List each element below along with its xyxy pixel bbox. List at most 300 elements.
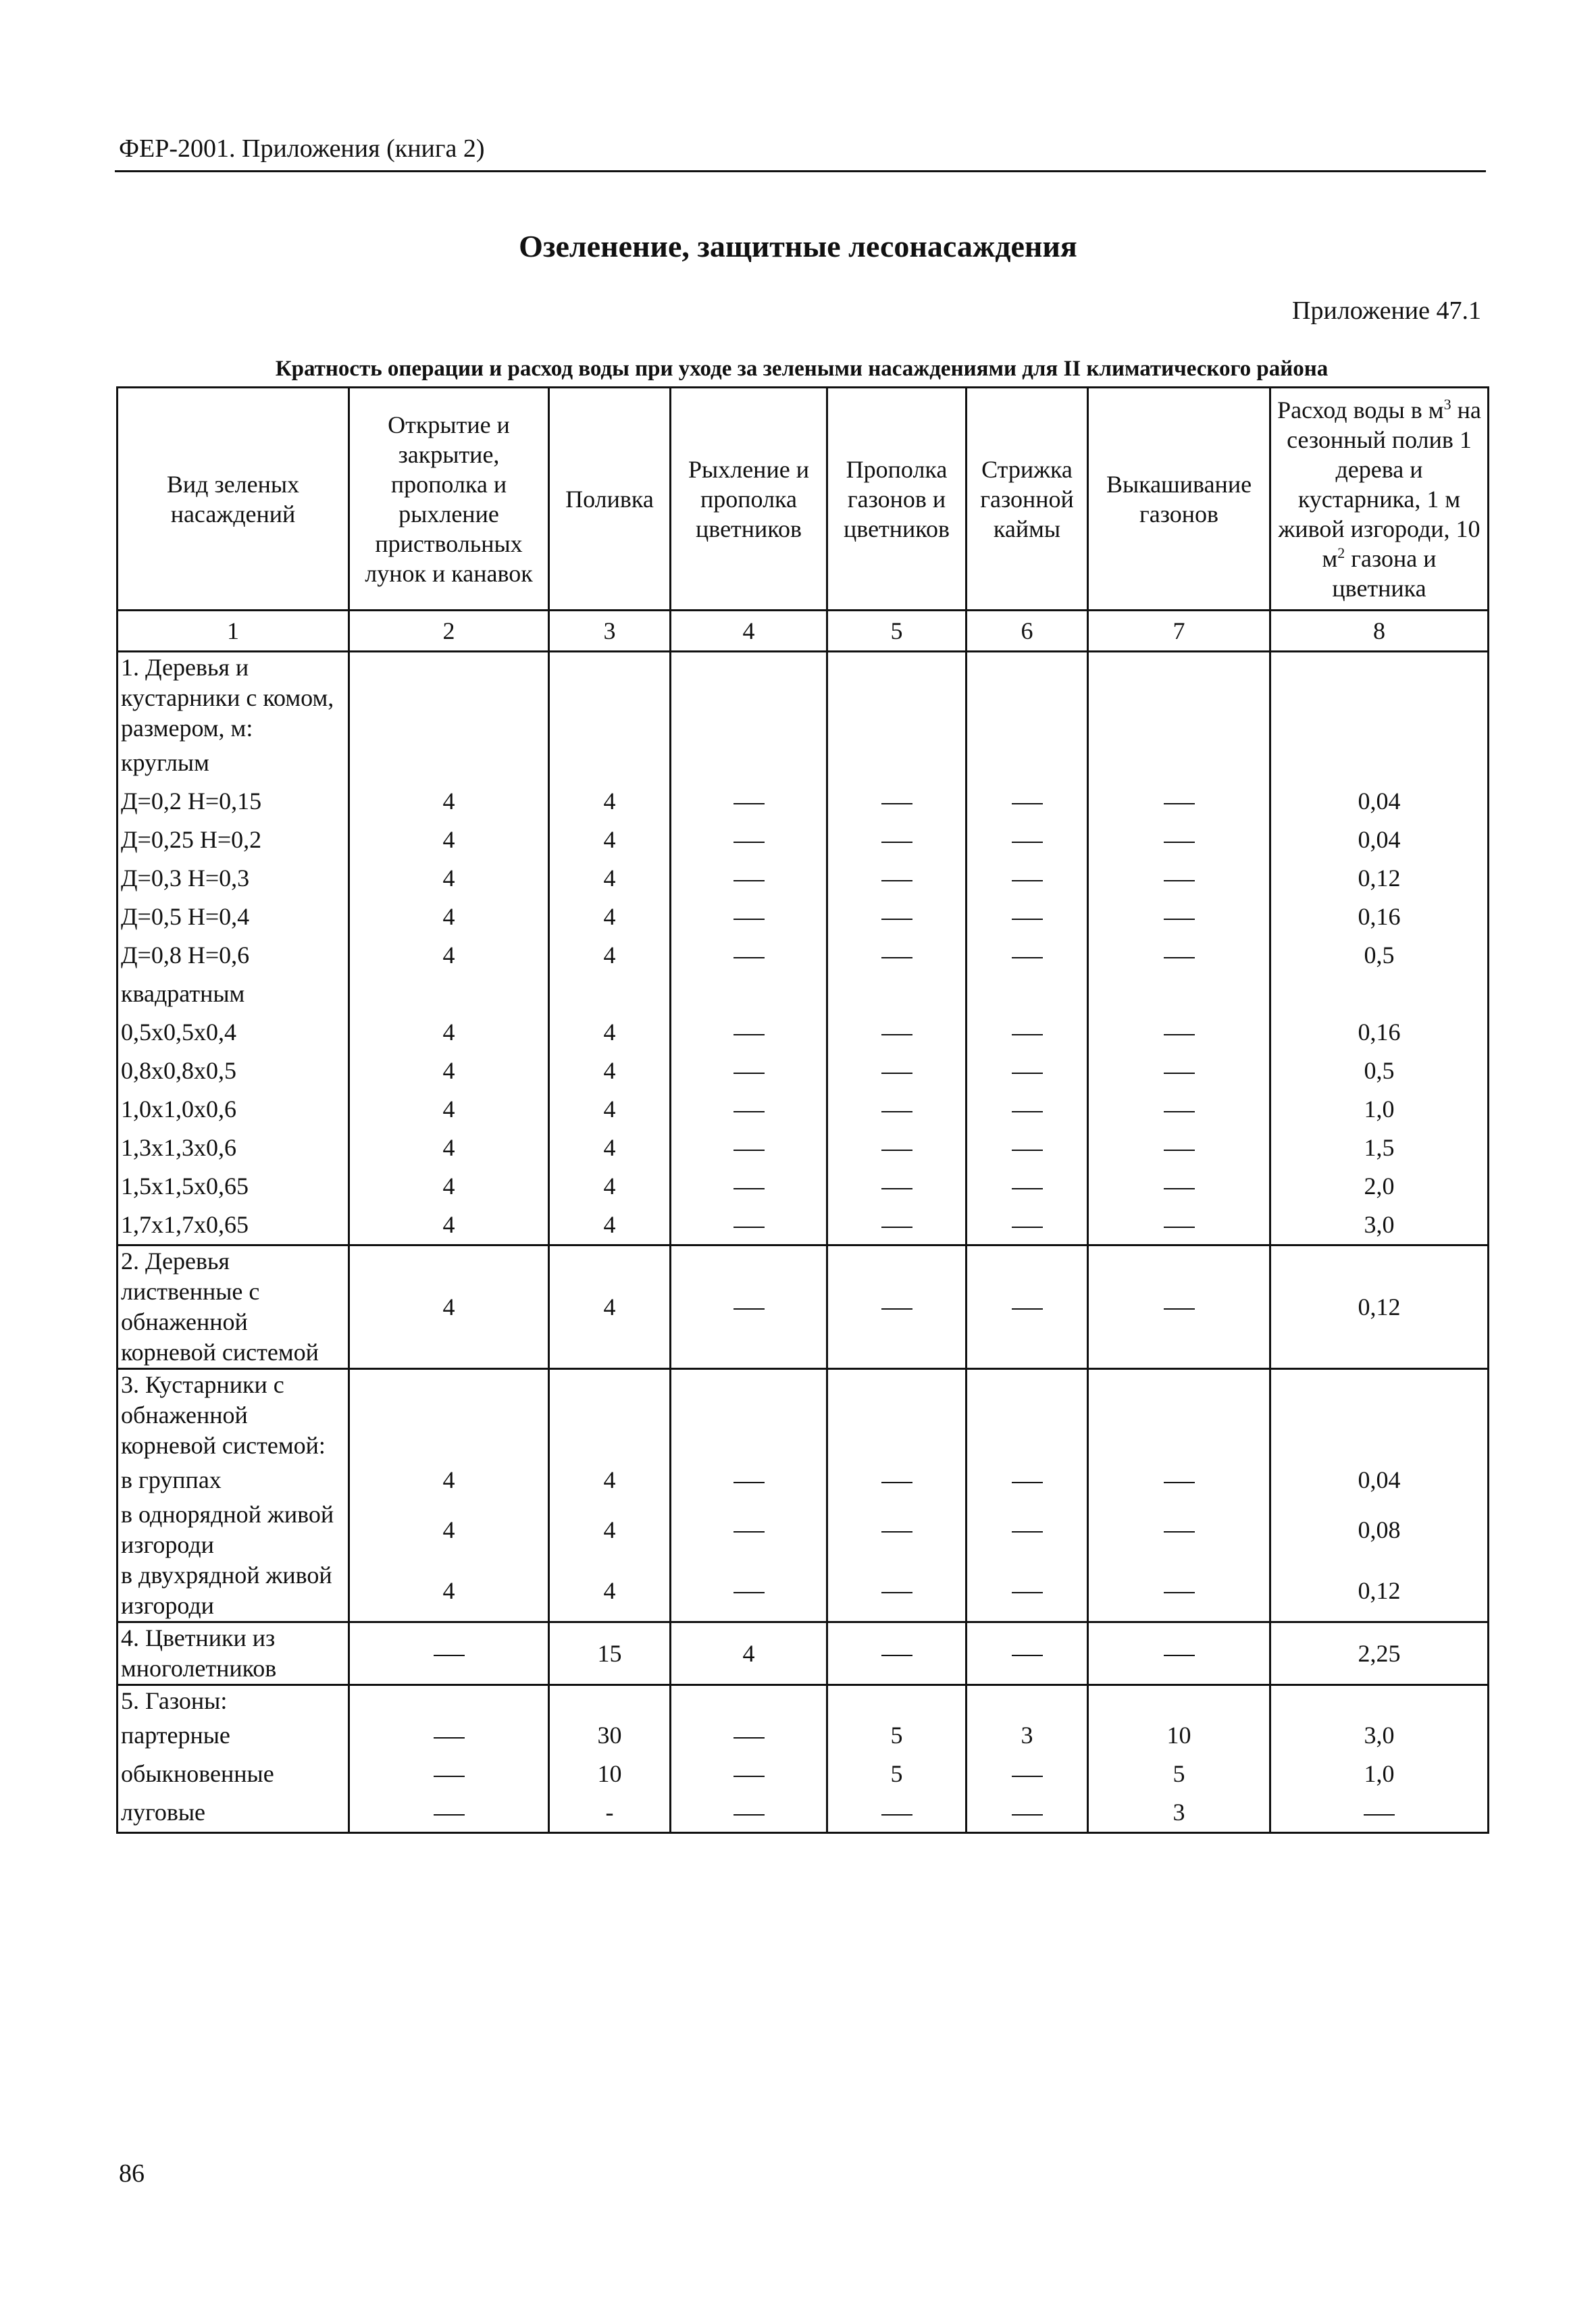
- value-cell: [967, 1206, 1088, 1245]
- column-header: Открытие и закрытие, прополка и рыхление приствольных лунок и канавок: [349, 388, 549, 611]
- table-group: [118, 1622, 1489, 1685]
- dash-mark: [881, 1592, 912, 1593]
- value-cell: 0,16: [1270, 898, 1489, 936]
- value-cell: 4: [349, 898, 549, 936]
- value-cell: [967, 859, 1088, 898]
- dash-mark: [733, 842, 765, 843]
- value-cell: [671, 744, 827, 782]
- value-cell: 1,0: [1270, 1755, 1489, 1793]
- dash-mark: [1012, 1111, 1043, 1112]
- dash-mark: [1164, 1111, 1195, 1112]
- value-cell: 4: [349, 782, 549, 821]
- dash-mark: [881, 1034, 912, 1035]
- value-cell: [1088, 936, 1270, 975]
- value-cell: 4: [549, 898, 671, 936]
- norms-table: [116, 386, 1489, 1834]
- value-cell: [967, 1622, 1088, 1685]
- value-cell: [827, 1167, 967, 1206]
- dash-mark: [1164, 1482, 1195, 1483]
- value-cell: 15: [549, 1622, 671, 1685]
- value-cell: 4: [349, 1013, 549, 1052]
- table-row: [118, 1716, 1489, 1755]
- column-number: 7: [1088, 611, 1270, 652]
- value-cell: [1088, 975, 1270, 1013]
- empty-cell: [671, 652, 827, 744]
- value-cell: 4: [349, 1461, 549, 1499]
- value-cell: [671, 936, 827, 975]
- running-header: ФЕР-2001. Приложения (книга 2): [119, 134, 485, 163]
- value-cell: [967, 1052, 1088, 1090]
- column-header: Стрижка газонной каймы: [967, 388, 1088, 611]
- value-cell: 3,0: [1270, 1206, 1489, 1245]
- table-row: [118, 1013, 1489, 1052]
- value-cell: [827, 1245, 967, 1369]
- group-title: 3. Кустарники с обнаженной корневой системой:: [118, 1369, 349, 1462]
- dash-mark: [1012, 1188, 1043, 1189]
- dash-mark: [1164, 919, 1195, 920]
- value-cell: 4: [671, 1622, 827, 1685]
- value-cell: [1088, 1245, 1270, 1369]
- column-number: 3: [549, 611, 671, 652]
- row-name: 1,3x1,3x0,6: [118, 1129, 349, 1167]
- empty-cell: [967, 652, 1088, 744]
- table-row: [118, 1052, 1489, 1090]
- column-header: Вид зеленых насаждений: [118, 388, 349, 611]
- row-name: Д=0,8 Н=0,6: [118, 936, 349, 975]
- value-cell: [1088, 1129, 1270, 1167]
- table-caption: Кратность операции и расход воды при уходе за зелеными насаждениями для II климатического района: [275, 357, 1329, 381]
- dash-mark: [733, 1814, 765, 1816]
- value-cell: [827, 859, 967, 898]
- value-cell: 30: [549, 1716, 671, 1755]
- value-cell: [1088, 782, 1270, 821]
- dash-mark: [1164, 1531, 1195, 1533]
- empty-cell: [549, 1369, 671, 1462]
- value-cell: [1088, 898, 1270, 936]
- dash-mark: [733, 919, 765, 920]
- value-cell: [967, 1461, 1088, 1499]
- dash-mark: [881, 1073, 912, 1074]
- dash-mark: [881, 919, 912, 920]
- dash-mark: [1012, 842, 1043, 843]
- row-name: Д=0,5 Н=0,4: [118, 898, 349, 936]
- dash-mark: [881, 803, 912, 804]
- table-row: [118, 782, 1489, 821]
- value-cell: 0,16: [1270, 1013, 1489, 1052]
- value-cell: 4: [549, 1129, 671, 1167]
- value-cell: 4: [349, 936, 549, 975]
- value-cell: 4: [349, 1560, 549, 1622]
- value-cell: 0,08: [1270, 1499, 1489, 1560]
- value-cell: 1,5: [1270, 1129, 1489, 1167]
- value-cell: [827, 936, 967, 975]
- page-number: 86: [119, 2159, 145, 2188]
- value-cell: [349, 1755, 549, 1793]
- table-row: [118, 1755, 1489, 1793]
- dash-mark: [733, 1150, 765, 1151]
- group-title-row: [118, 1369, 1489, 1462]
- value-cell: [967, 936, 1088, 975]
- row-name: Д=0,2 Н=0,15: [118, 782, 349, 821]
- value-cell: [827, 1206, 967, 1245]
- row-name: 1,0x1,0x0,6: [118, 1090, 349, 1129]
- table-row: [118, 821, 1489, 859]
- value-cell: [671, 1793, 827, 1833]
- value-cell: [967, 1090, 1088, 1129]
- dash-mark: [1164, 1227, 1195, 1228]
- column-number: 1: [118, 611, 349, 652]
- value-cell: 4: [549, 1560, 671, 1622]
- dash-mark: [733, 1592, 765, 1593]
- value-cell: [967, 1560, 1088, 1622]
- value-cell: 4: [349, 1090, 549, 1129]
- empty-cell: [967, 1369, 1088, 1462]
- dash-mark: [733, 1776, 765, 1777]
- dash-mark: [1012, 1592, 1043, 1593]
- empty-cell: [671, 1685, 827, 1717]
- empty-cell: [1088, 652, 1270, 744]
- value-cell: 0,5: [1270, 936, 1489, 975]
- dash-mark: [1012, 1073, 1043, 1074]
- table-row: [118, 1461, 1489, 1499]
- table-row: [118, 1090, 1489, 1129]
- dash-mark: [1012, 1227, 1043, 1228]
- dash-mark: [1164, 842, 1195, 843]
- value-cell: [1270, 744, 1489, 782]
- dash-mark: [881, 1111, 912, 1112]
- value-cell: [827, 898, 967, 936]
- column-number: 8: [1270, 611, 1489, 652]
- row-name: 4. Цветники из многолетников: [118, 1622, 349, 1685]
- value-cell: [671, 1090, 827, 1129]
- table-row: [118, 936, 1489, 975]
- row-name: луговые: [118, 1793, 349, 1833]
- value-cell: 4: [549, 1167, 671, 1206]
- row-name: круглым: [118, 744, 349, 782]
- value-cell: 2,0: [1270, 1167, 1489, 1206]
- value-cell: [549, 975, 671, 1013]
- row-name: в двухрядной живой изгороди: [118, 1560, 349, 1622]
- group-title-row: [118, 1685, 1489, 1717]
- column-header: Прополка газонов и цветников: [827, 388, 967, 611]
- dash-mark: [434, 1655, 465, 1656]
- value-cell: [671, 1167, 827, 1206]
- value-cell: [549, 744, 671, 782]
- row-name: 0,5x0,5x0,4: [118, 1013, 349, 1052]
- value-cell: 0,12: [1270, 1245, 1489, 1369]
- column-number: 6: [967, 611, 1088, 652]
- dash-mark: [1012, 1482, 1043, 1483]
- dash-mark: [1012, 919, 1043, 920]
- value-cell: [827, 1461, 967, 1499]
- dash-mark: [881, 957, 912, 958]
- value-cell: [827, 821, 967, 859]
- value-cell: 5: [1088, 1755, 1270, 1793]
- empty-cell: [1270, 1369, 1489, 1462]
- table-row: [118, 1560, 1489, 1622]
- dash-mark: [1164, 1655, 1195, 1656]
- column-number: 2: [349, 611, 549, 652]
- value-cell: 4: [549, 1052, 671, 1090]
- value-cell: [671, 1560, 827, 1622]
- value-cell: [1270, 975, 1489, 1013]
- value-cell: 4: [549, 782, 671, 821]
- dash-mark: [733, 1073, 765, 1074]
- dash-mark: [733, 803, 765, 804]
- value-cell: [827, 1499, 967, 1560]
- value-cell: 0,04: [1270, 782, 1489, 821]
- row-name: в однорядной живой изгороди: [118, 1499, 349, 1560]
- dash-mark: [1164, 1073, 1195, 1074]
- value-cell: [967, 821, 1088, 859]
- dash-mark: [1012, 880, 1043, 881]
- value-cell: [827, 1052, 967, 1090]
- row-name: Д=0,3 Н=0,3: [118, 859, 349, 898]
- value-cell: [827, 1013, 967, 1052]
- dash-mark: [1164, 1188, 1195, 1189]
- header-rule: [115, 170, 1486, 172]
- value-cell: [349, 1793, 549, 1833]
- row-name: в группах: [118, 1461, 349, 1499]
- dash-mark: [1164, 957, 1195, 958]
- value-cell: 4: [549, 821, 671, 859]
- value-cell: [1088, 744, 1270, 782]
- value-cell: [1088, 1499, 1270, 1560]
- value-cell: -: [549, 1793, 671, 1833]
- dash-mark: [434, 1776, 465, 1777]
- dash-mark: [733, 1188, 765, 1189]
- dash-mark: [1012, 1034, 1043, 1035]
- dash-mark: [733, 1531, 765, 1533]
- value-cell: [671, 1129, 827, 1167]
- dash-mark: [1012, 803, 1043, 804]
- dash-mark: [1164, 803, 1195, 804]
- dash-mark: [434, 1814, 465, 1816]
- value-cell: [827, 1129, 967, 1167]
- dash-mark: [881, 1188, 912, 1189]
- value-cell: [671, 782, 827, 821]
- dash-mark: [881, 1227, 912, 1228]
- empty-cell: [827, 652, 967, 744]
- value-cell: 4: [549, 1245, 671, 1369]
- column-header: Поливка: [549, 388, 671, 611]
- value-cell: 3,0: [1270, 1716, 1489, 1755]
- empty-cell: [1270, 652, 1489, 744]
- value-cell: [671, 1206, 827, 1245]
- value-cell: [1088, 821, 1270, 859]
- dash-mark: [733, 1737, 765, 1739]
- empty-cell: [549, 1685, 671, 1717]
- row-name: 1,5x1,5x0,65: [118, 1167, 349, 1206]
- value-cell: [671, 1716, 827, 1755]
- value-cell: 5: [827, 1716, 967, 1755]
- empty-cell: [1088, 1685, 1270, 1717]
- dash-mark: [733, 1227, 765, 1228]
- value-cell: [671, 975, 827, 1013]
- dash-mark: [1164, 1592, 1195, 1593]
- value-cell: 4: [349, 1206, 549, 1245]
- table-row: [118, 1499, 1489, 1560]
- value-cell: [967, 1013, 1088, 1052]
- page-title: Озеленение, защитные лесонасаждения: [519, 229, 1077, 263]
- value-cell: [827, 782, 967, 821]
- value-cell: [671, 1755, 827, 1793]
- table-group: [118, 652, 1489, 1245]
- value-cell: 3: [1088, 1793, 1270, 1833]
- dash-mark: [881, 1308, 912, 1310]
- empty-cell: [349, 1369, 549, 1462]
- column-number: 5: [827, 611, 967, 652]
- dash-mark: [434, 1737, 465, 1739]
- value-cell: 3: [967, 1716, 1088, 1755]
- value-cell: 4: [349, 1499, 549, 1560]
- value-cell: [1270, 1793, 1489, 1833]
- value-cell: [671, 898, 827, 936]
- value-cell: [1088, 1013, 1270, 1052]
- dash-mark: [1164, 1034, 1195, 1035]
- table-group: [118, 1245, 1489, 1369]
- dash-mark: [733, 1111, 765, 1112]
- value-cell: [1088, 859, 1270, 898]
- value-cell: 2,25: [1270, 1622, 1489, 1685]
- value-cell: [967, 1129, 1088, 1167]
- dash-mark: [1012, 1814, 1043, 1816]
- dash-mark: [1164, 880, 1195, 881]
- table-row: [118, 1206, 1489, 1245]
- value-cell: [967, 1499, 1088, 1560]
- value-cell: [671, 859, 827, 898]
- value-cell: [671, 1052, 827, 1090]
- table-row: [118, 859, 1489, 898]
- value-cell: 4: [349, 1167, 549, 1206]
- value-cell: 4: [349, 1245, 549, 1369]
- value-cell: 4: [349, 821, 549, 859]
- dash-mark: [1012, 1531, 1043, 1533]
- table-row: [118, 1793, 1489, 1833]
- value-cell: [1088, 1622, 1270, 1685]
- value-cell: 0,04: [1270, 1461, 1489, 1499]
- dash-mark: [881, 842, 912, 843]
- table-row: [118, 1245, 1489, 1369]
- value-cell: [671, 821, 827, 859]
- row-name: Д=0,25 Н=0,2: [118, 821, 349, 859]
- empty-cell: [1270, 1685, 1489, 1717]
- value-cell: 4: [349, 859, 549, 898]
- column-header-water: Расход воды в $м^3$ на сезонный полив 1 дерева и кустарника, 1 м живой изгороди, 10 $м^2$ газона и цветника: [1270, 388, 1489, 611]
- value-cell: [967, 1793, 1088, 1833]
- value-cell: 4: [549, 1013, 671, 1052]
- group-title-row: [118, 652, 1489, 744]
- value-cell: [827, 1560, 967, 1622]
- dash-mark: [881, 1814, 912, 1816]
- appendix-label: Приложение 47.1: [1292, 297, 1481, 325]
- dash-mark: [1364, 1814, 1395, 1816]
- column-header: Рыхление и прополка цветников: [671, 388, 827, 611]
- value-cell: [1088, 1090, 1270, 1129]
- value-cell: 0,12: [1270, 859, 1489, 898]
- value-cell: 0,12: [1270, 1560, 1489, 1622]
- value-cell: 4: [549, 859, 671, 898]
- value-cell: [967, 1167, 1088, 1206]
- value-cell: [827, 1090, 967, 1129]
- value-cell: [967, 975, 1088, 1013]
- value-cell: 4: [549, 1206, 671, 1245]
- row-name: квадратным: [118, 975, 349, 1013]
- table-row: [118, 1622, 1489, 1685]
- value-cell: 4: [349, 1052, 549, 1090]
- empty-cell: [1088, 1369, 1270, 1462]
- empty-cell: [827, 1369, 967, 1462]
- dash-mark: [1012, 1655, 1043, 1656]
- dash-mark: [881, 1531, 912, 1533]
- value-cell: 0,04: [1270, 821, 1489, 859]
- table-group: [118, 1685, 1489, 1833]
- row-name: партерные: [118, 1716, 349, 1755]
- row-name: 0,8x0,8x0,5: [118, 1052, 349, 1090]
- value-cell: [1088, 1461, 1270, 1499]
- empty-cell: [549, 652, 671, 744]
- row-name: 2. Деревья лиственные с обнаженной корневой системой: [118, 1245, 349, 1369]
- value-cell: [1088, 1167, 1270, 1206]
- value-cell: 10: [549, 1755, 671, 1793]
- empty-cell: [967, 1685, 1088, 1717]
- value-cell: [671, 1461, 827, 1499]
- value-cell: [827, 744, 967, 782]
- value-cell: 4: [549, 936, 671, 975]
- dash-mark: [881, 880, 912, 881]
- column-number: 4: [671, 611, 827, 652]
- value-cell: [671, 1013, 827, 1052]
- value-cell: [967, 898, 1088, 936]
- value-cell: 1,0: [1270, 1090, 1489, 1129]
- table-row: [118, 975, 1489, 1013]
- table-row: [118, 1129, 1489, 1167]
- value-cell: [671, 1499, 827, 1560]
- value-cell: [827, 1793, 967, 1833]
- empty-cell: [827, 1685, 967, 1717]
- row-name: обыкновенные: [118, 1755, 349, 1793]
- value-cell: [967, 1245, 1088, 1369]
- dash-mark: [881, 1150, 912, 1151]
- dash-mark: [1012, 1776, 1043, 1777]
- value-cell: [1088, 1206, 1270, 1245]
- dash-mark: [733, 880, 765, 881]
- table-row: [118, 744, 1489, 782]
- value-cell: 4: [549, 1090, 671, 1129]
- column-header: Выкашивание газонов: [1088, 388, 1270, 611]
- value-cell: [1088, 1052, 1270, 1090]
- empty-cell: [349, 1685, 549, 1717]
- group-title: 1. Деревья и кустарники с комом, размером, м:: [118, 652, 349, 744]
- value-cell: 4: [549, 1461, 671, 1499]
- value-cell: [827, 975, 967, 1013]
- value-cell: [349, 1622, 549, 1685]
- value-cell: 0,5: [1270, 1052, 1489, 1090]
- dash-mark: [881, 1482, 912, 1483]
- dash-mark: [1164, 1308, 1195, 1310]
- dash-mark: [733, 1308, 765, 1310]
- dash-mark: [1012, 1308, 1043, 1310]
- dash-mark: [1012, 957, 1043, 958]
- value-cell: [671, 1245, 827, 1369]
- value-cell: [827, 1622, 967, 1685]
- dash-mark: [733, 1482, 765, 1483]
- value-cell: 5: [827, 1755, 967, 1793]
- value-cell: [967, 1755, 1088, 1793]
- value-cell: [349, 1716, 549, 1755]
- value-cell: [349, 975, 549, 1013]
- dash-mark: [1164, 1150, 1195, 1151]
